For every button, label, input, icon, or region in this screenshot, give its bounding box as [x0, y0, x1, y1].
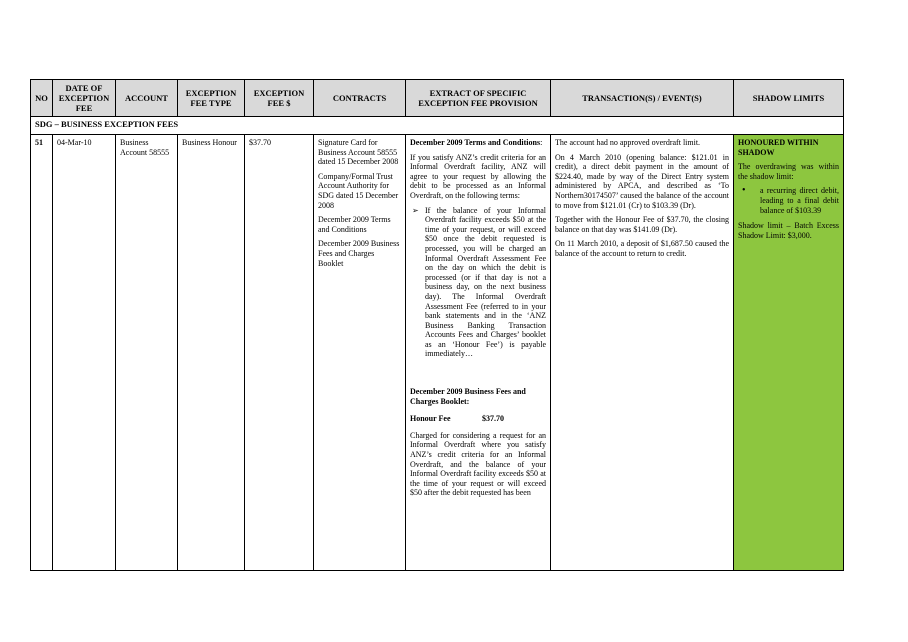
arrow-bullet-icon: ➢ [412, 205, 419, 215]
cell-transactions [551, 135, 734, 571]
transaction-paragraph: On 11 March 2010, a deposit of $1,687.50 caused the balance of the account to return to credit. [555, 239, 729, 258]
extract-bullet-text: If the balance of your Informal Overdraft facility exceeds $50 at the time of your request, or will exceed $50 once the debit requested is processed, you will be charged an Informal Overdraft Assessment Fee on the day on which the debit is processed (or if that day is not a business day, on the next business day). The Informal Overdraft Assessment Fee (referred to in your bank statements and in the ‘ANZ Business Banking Transaction Accounts Fees and Charges’ booklet as an ‘Honour Fee’) is payable immediately… [425, 205, 546, 359]
honour-fee-line [410, 414, 546, 424]
cell-fee: $37.70 [245, 135, 314, 571]
contract-item: Company/Formal Trust Account Authority for SDG dated 15 December 2008 [318, 171, 399, 210]
extract-paragraph-2: Charged for considering a request for an Informal Overdraft where you satisfy ANZ’s credit criteria for an Informal Overdraft, and the balance of your Informal Overdraft facility exceeds $50 at the time of your request or will exceed $50 after the debit requested has been [410, 430, 546, 498]
header-contracts: CONTRACTS [314, 80, 406, 117]
table-row [31, 135, 844, 571]
cell-account: Business Account 58555 [116, 135, 178, 571]
transaction-paragraph: On 4 March 2010 (opening balance: $121.01 in credit), a direct debit payment in the amount of $224.40, made by way of the Direct Entry system administered by APCA, and described as ‘To Northern30174507’ caused the balance of the account to move from $121.01 (Cr) to $103.39 (Dr). [555, 152, 729, 210]
dot-bullet-icon: • [742, 185, 746, 197]
cell-date: 04-Mar-10 [53, 135, 116, 571]
header-row [31, 80, 844, 117]
shadow-bullet-text: a recurring direct debit, leading to a final debit balance of $103.39 [760, 186, 839, 215]
contract-item: December 2009 Terms and Conditions [318, 215, 391, 234]
cell-extract [406, 135, 551, 571]
contract-item: December 2009 Business Fees and Charges Booklet [318, 239, 400, 268]
header-shadow-limits: SHADOW LIMITS [734, 80, 844, 117]
section-row [31, 117, 844, 135]
header-fee-type: EXCEPTION FEE TYPE [178, 80, 245, 117]
header-fee: EXCEPTION FEE $ [245, 80, 314, 117]
exception-fees-table [30, 79, 844, 571]
extract-paragraph-1: If you satisfy ANZ’s credit criteria for an Informal Overdraft facility, ANZ will agree to your request by allowing the debit to be processed as an Informal Overdraft, on the following terms: [410, 152, 546, 200]
header-transactions: TRANSACTION(S) / EVENT(S) [551, 80, 734, 117]
cell-no: 51 [31, 135, 53, 571]
section-label: SDG – BUSINESS EXCEPTION FEES [31, 117, 844, 135]
shadow-intro: The overdrawing was within the shadow limit: [738, 162, 839, 181]
header-account: ACCOUNT [116, 80, 178, 117]
cell-fee-type: Business Honour [178, 135, 245, 571]
shadow-bullet [738, 186, 839, 215]
extract-heading-1: December 2009 Terms and Conditions: [410, 138, 543, 147]
cell-shadow-limits [734, 135, 844, 571]
honour-fee-amount: $37.70 [482, 414, 504, 424]
header-no: NO [31, 80, 53, 117]
transaction-paragraph: The account had no approved overdraft limit. [555, 138, 701, 147]
honour-fee-label: Honour Fee [410, 414, 451, 424]
extract-heading-2: December 2009 Business Fees and Charges Booklet: [410, 387, 526, 406]
shadow-limit-text: Shadow limit – Batch Excess Shadow Limit: $3,000. [738, 221, 839, 240]
header-extract: EXTRACT OF SPECIFIC EXCEPTION FEE PROVISION [406, 80, 551, 117]
transaction-paragraph: Together with the Honour Fee of $37.70, the closing balance on that day was $141.09 (Dr). [555, 215, 729, 234]
shadow-status: HONOURED WITHIN SHADOW [738, 138, 819, 157]
header-date: DATE OF EXCEPTION FEE [53, 80, 116, 117]
cell-contracts [314, 135, 406, 571]
extract-bullet [410, 206, 546, 360]
contract-item: Signature Card for Business Account 58555 dated 15 December 2008 [318, 138, 399, 167]
